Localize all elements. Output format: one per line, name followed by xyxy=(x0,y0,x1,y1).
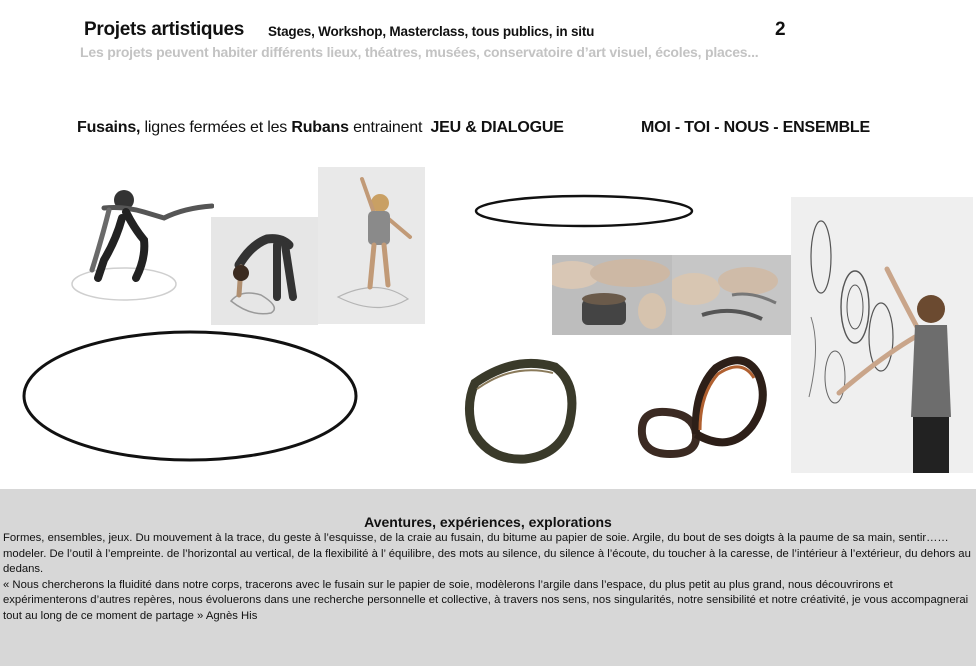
photo-hands-clay-2 xyxy=(672,255,792,335)
heading-text-2: entrainent xyxy=(348,119,427,136)
bottom-text-panel xyxy=(0,489,976,666)
drawing-large-ellipse xyxy=(18,322,364,472)
heading-jeu-dialogue: JEU & DIALOGUE xyxy=(430,119,564,136)
page-number: 2 xyxy=(775,19,786,40)
heading-fusains: Fusains, xyxy=(77,119,141,136)
photo-ribbon-sculpture xyxy=(626,350,776,465)
bottom-paragraph-1: Formes, ensembles, jeux. Du mouvement à la trace, du geste à l’esquisse, de la craie au fusain, du bitume au papier de soie. Argile, du bout de ses doigts à la paume de sa main, sentir……modeler. De l’outil à l’empreinte. de l’horizontal au vertical, de la flexibilité à l’ équilibre, des mots au silence, du silence à l’écoute, du toucher à la caresse, de l’intérieur à l’extérieur, du dehors au dedans. xyxy=(3,532,971,575)
heading-rubans: Rubans xyxy=(291,119,349,136)
page-subtitle: Stages, Workshop, Masterclass, tous publics, in situ xyxy=(268,24,595,39)
drawing-thin-ellipse xyxy=(472,190,700,234)
heading-text-1: lignes fermées et les xyxy=(140,119,292,136)
photo-hands-clay-1 xyxy=(552,255,672,335)
bottom-title: Aventures, expériences, explorations xyxy=(364,514,612,530)
photo-clay-ring xyxy=(455,345,590,470)
bottom-body xyxy=(3,531,975,624)
heading-moi-toi: MOI - TOI - NOUS - ENSEMBLE xyxy=(641,119,870,136)
page-title: Projets artistiques xyxy=(84,19,245,40)
photo-child-jumping xyxy=(318,167,425,324)
photo-woman-drawing-wall xyxy=(791,197,973,473)
section-heading xyxy=(77,119,564,137)
intro-text: Les projets peuvent habiter différents lieux, théatres, musées, conservatoire d’art visuel, écoles, places... xyxy=(80,44,759,60)
photo-dancer-bending xyxy=(211,217,318,325)
photo-dancer-floor-circle xyxy=(64,178,214,308)
bottom-paragraph-2: « Nous chercherons la fluidité dans notre corps, tracerons avec le fusain sur le papier de soie, modèlerons l’argile dans l’espace, du plus petit au plus grand, nous découvrirons et expérimenterons d’autres repères, nous évoluerons dans une recherche personnelle et collective, à travers nos sens, nos singularités, notre sensibilité et notre créativité, je vous accompagnerai tout au long de ce moment de partage » Agnès His xyxy=(3,578,969,622)
